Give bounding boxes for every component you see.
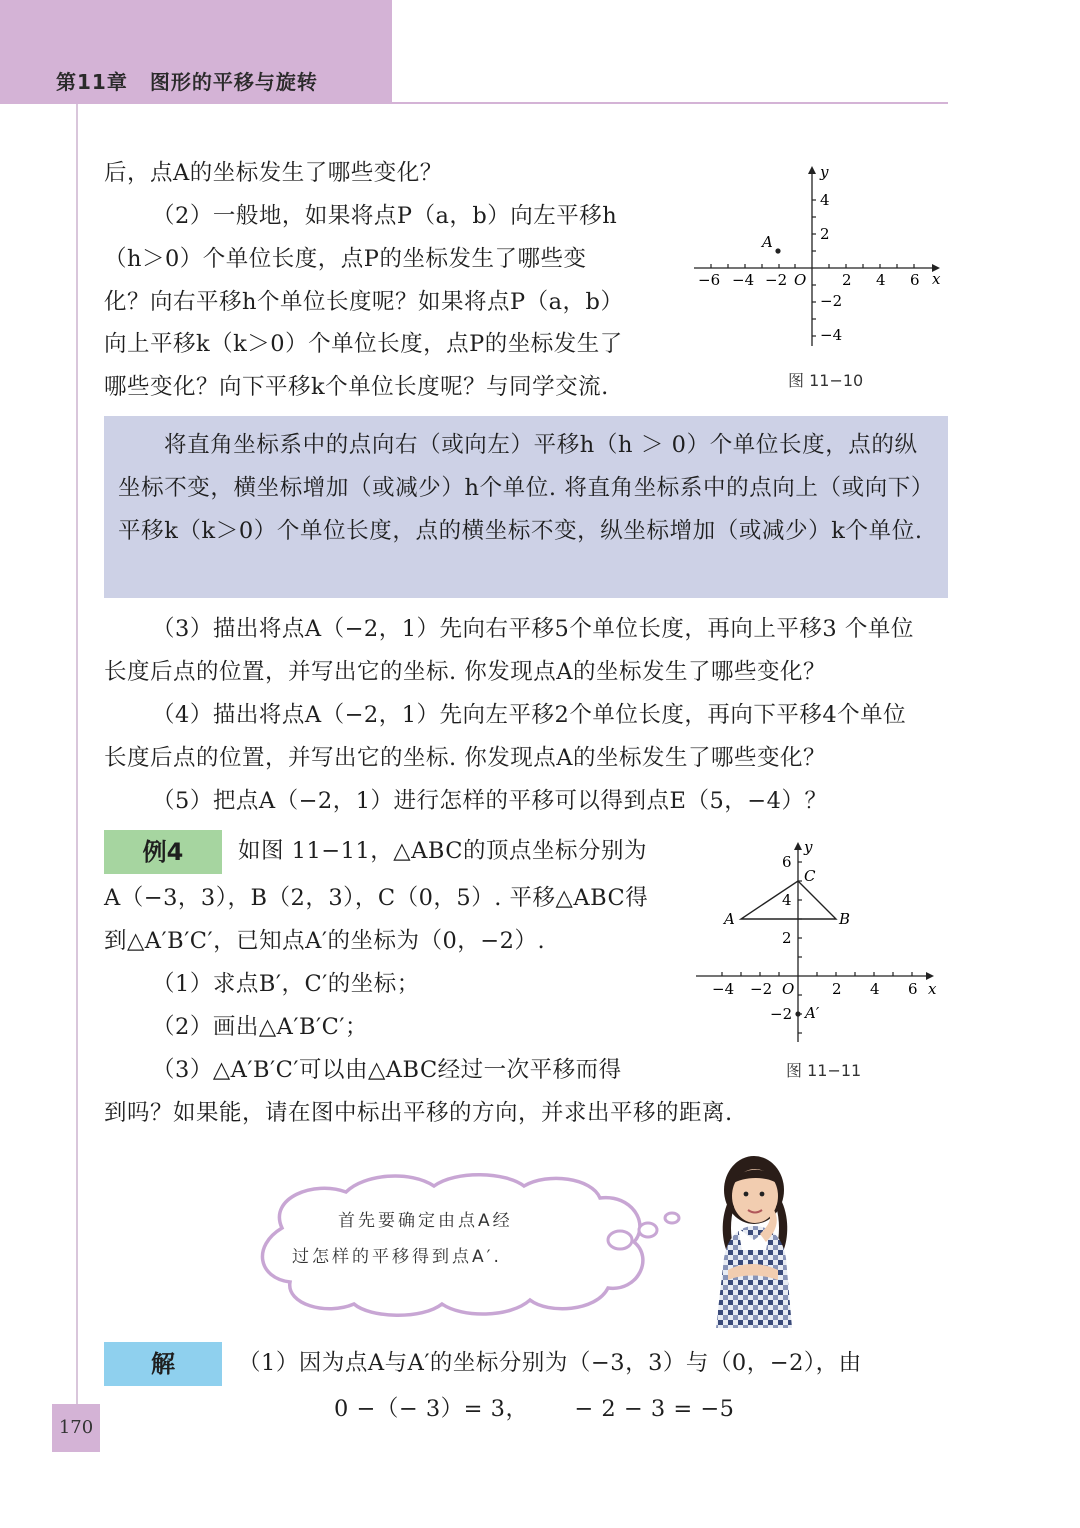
figure-11-11 [690,836,950,1046]
fig1-tick-y-2: 2 [820,225,830,243]
fig1-tick-x-neg4: −4 [732,271,755,289]
thought-bubble-dot-2 [639,1223,657,1237]
fig1-axis-y-label: y [820,163,829,181]
example-line-4: （1）求点B′，C′的坐标； [152,971,420,997]
header-rule [392,102,948,104]
fig2-label-a: A [724,910,735,928]
example-line-2: A（−3，3），B（2，3），C（0，5）. 平移△ABC得 [104,885,649,911]
fig2-tick-x-neg4: −4 [712,980,735,998]
solution-line-1: （1）因为点A与A′的坐标分别为（−3，3）与（0，−2），由 [238,1350,862,1376]
fig1-origin-label: O [794,271,807,289]
fig1-point-a [775,248,780,253]
chapter-header-title [56,66,318,95]
fig2-x-arrow [926,972,934,980]
example-line-7: 到吗？如果能，请在图中标出平移的方向，并求出平移的距离. [104,1100,733,1126]
example-tag: 例4 [104,830,222,874]
question-2-line-4: 向上平移k（k＞0）个单位长度，点P的坐标发生了 [104,331,623,357]
chapter-number: 第11章 [56,70,128,94]
solution-tag: 解 [104,1342,222,1386]
fig1-tick-y-neg4: −4 [820,326,843,344]
figure-11-11-caption: 图 11−11 [786,1061,862,1080]
fig2-tick-x-neg2: −2 [750,980,773,998]
example-line-6: （3）△A′B′C′可以由△ABC经过一次平移而得 [152,1057,622,1083]
question-2-line-1: （2）一般地，如果将点P（a，b）向左平移h [152,203,618,229]
fig2-tick-x-2: 2 [832,980,842,998]
fig2-axis-x-label: x [928,980,937,998]
figure-11-10-caption: 图 11−10 [788,371,864,390]
thought-line-1: 首先要确定由点A经 [338,1211,513,1231]
fig1-tick-y-4: 4 [820,191,830,209]
fig1-tick-x-2: 2 [842,271,852,289]
fig1-tick-x-neg6: −6 [698,271,721,289]
thought-bubble-dot-1 [608,1231,632,1249]
fig2-tick-y-2: 2 [782,929,792,947]
question-3-line-1: （3）描出将点A（−2，1）先向右平移5个单位长度，再向上平移3 个单位 [152,616,914,642]
thought-bubble-dot-3 [665,1213,679,1223]
figure-11-10 [690,160,950,350]
fig2-tick-x-4: 4 [870,980,880,998]
fig2-label-b: B [839,910,851,928]
fig2-label-a-prime: A′ [805,1004,820,1022]
fig1-tick-x-4: 4 [876,271,886,289]
question-4-line-1: （4）描出将点A（−2，1）先向左平移2个单位长度，再向下平移4个单位 [152,702,907,728]
example-line-1: 如图 11−11，△ABC的顶点坐标分别为 [238,838,647,864]
fig2-point-a-prime [795,1011,800,1016]
conclusion-text: 将直角坐标系中的点向右（或向左）平移h（h ＞ 0）个单位长度，点的纵坐标不变，横坐标增加（或减少）h个单位. 将直角坐标系中的点向上（或向下）平移k（k＞0）个单位长度，点的横坐标不变，纵坐标增加（或减少）k个单位. [118,432,934,544]
example-line-5: （2）画出△A′B′C′； [152,1014,368,1040]
question-3-line-2: 长度后点的位置，并写出它的坐标. 你发现点A的坐标发生了哪些变化？ [104,659,827,685]
question-5: （5）把点A（−2，1）进行怎样的平移可以得到点E（5，−4）？ [152,788,828,814]
margin-rule [76,104,78,1404]
fig1-point-a-label: A [762,233,773,251]
page-number: 170 [52,1404,100,1452]
example-line-3: 到△A′B′C′，已知点A′的坐标为（0，−2）. [104,928,546,954]
girl-illustration [698,1150,808,1328]
fig1-tick-y-neg2: −2 [820,292,843,310]
question-4-line-2: 长度后点的位置，并写出它的坐标. 你发现点A的坐标发生了哪些变化？ [104,745,827,771]
fig2-origin-label: O [782,980,795,998]
fig1-axis-x-label: x [932,270,941,288]
question-2-line-3: 化？向右平移h个单位长度呢？如果将点P（a，b） [104,289,624,315]
thought-line-2: 过怎样的平移得到点A′. [292,1247,502,1267]
fig2-tick-x-6: 6 [908,980,918,998]
question-2-line-2: （h＞0）个单位长度，点P的坐标发生了哪些变 [104,246,587,272]
fig2-tick-y-neg2: −2 [770,1005,793,1023]
fig2-tick-y-4: 4 [782,891,792,909]
chapter-title: 图形的平移与旋转 [149,70,318,94]
paragraph-continuation: 后，点A的坐标发生了哪些变化？ [104,160,443,186]
fig2-tick-y-6: 6 [782,853,792,871]
fig1-y-arrow [808,166,816,174]
fig1-tick-x-neg2: −2 [765,271,788,289]
solution-line-2: 0 −（− 3）= 3， − 2 − 3 = −5 [334,1396,735,1422]
fig2-label-c: C [804,867,816,885]
fig2-y-arrow [794,842,802,850]
fig1-tick-x-6: 6 [910,271,920,289]
question-2-line-5: 哪些变化？向下平移k个单位长度呢？与同学交流. [104,374,609,400]
fig2-axis-y-label: y [804,838,813,856]
